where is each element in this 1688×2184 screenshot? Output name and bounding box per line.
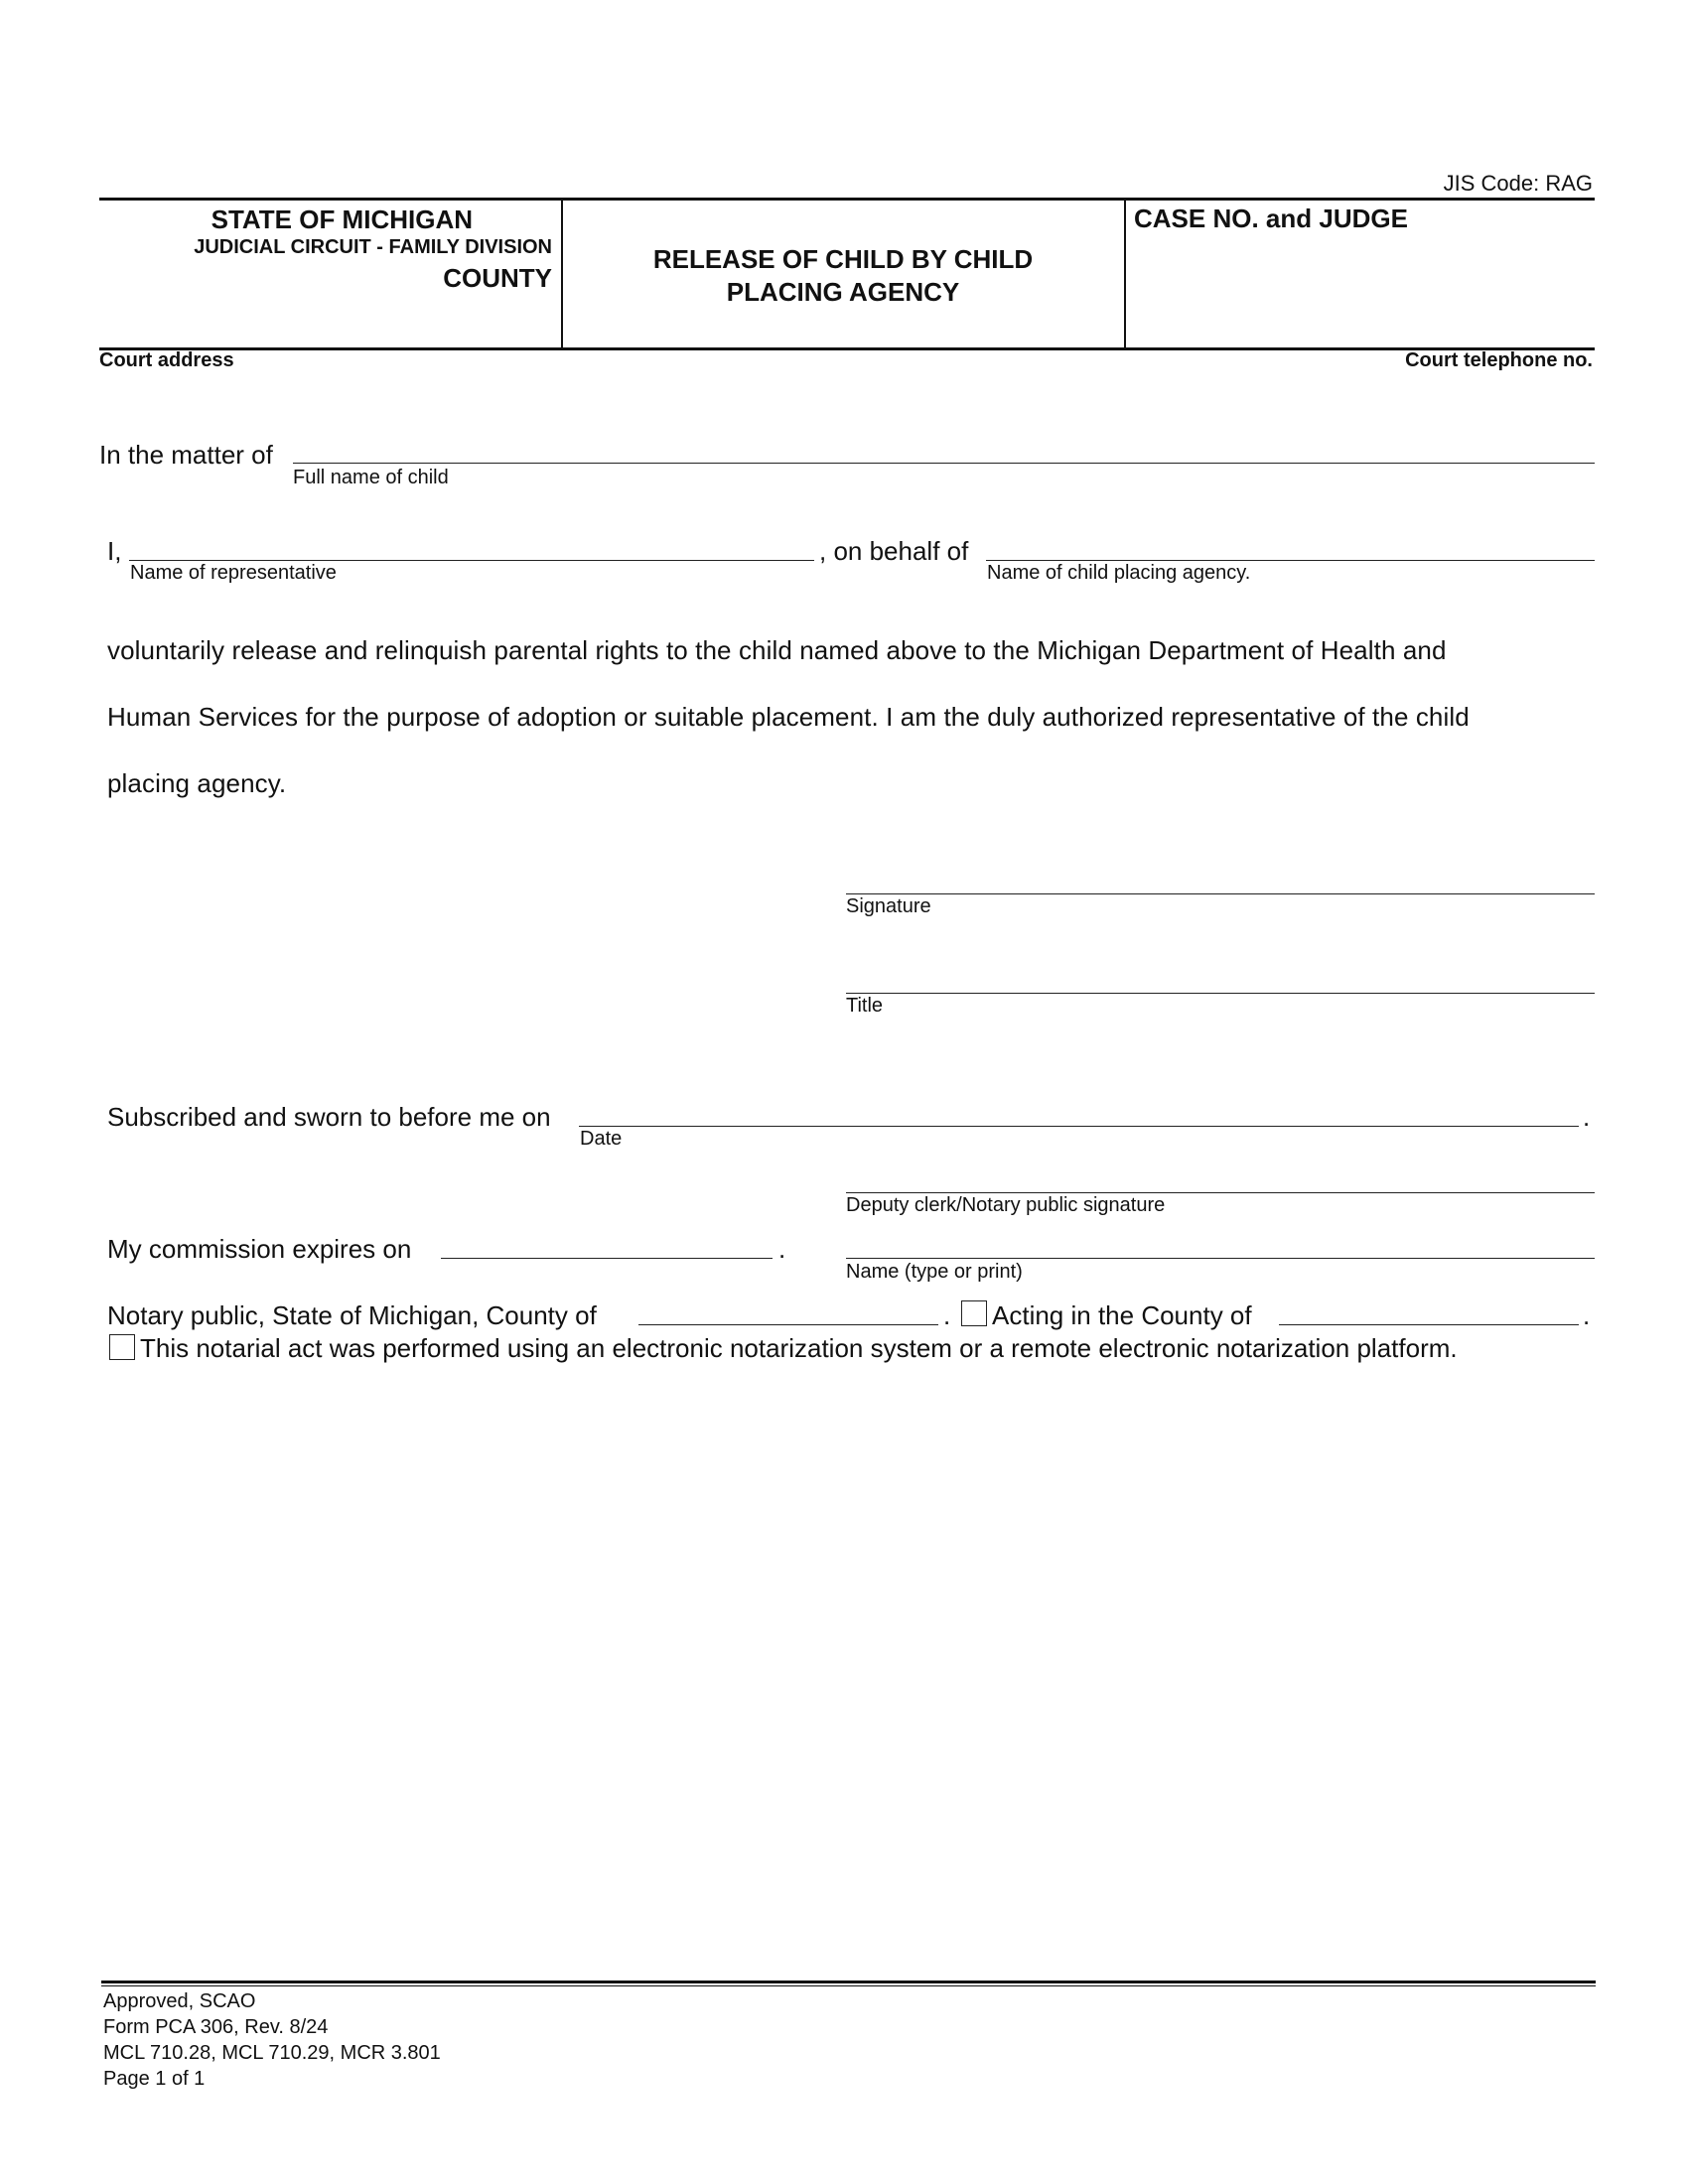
notary-name-field[interactable] xyxy=(846,1258,1595,1259)
electronic-notarization-checkbox[interactable] xyxy=(109,1334,135,1360)
circuit-label: JUDICIAL CIRCUIT - FAMILY DIVISION xyxy=(194,236,552,258)
commission-expiry-field[interactable] xyxy=(441,1258,773,1259)
county-label: COUNTY xyxy=(443,263,552,293)
title-label: Title xyxy=(846,995,884,1017)
representative-name-field[interactable] xyxy=(129,560,814,561)
release-statement-line2: Human Services for the purpose of adoption or suitable placement. I am the duly authorized representative of the child xyxy=(107,702,1470,732)
matter-prefix: In the matter of xyxy=(99,440,273,470)
case-no-field[interactable] xyxy=(1132,230,1589,340)
court-telephone-label: Court telephone no. xyxy=(1405,349,1593,371)
notary-county-period: . xyxy=(943,1300,951,1330)
sworn-period: . xyxy=(1583,1102,1591,1132)
signature-field[interactable] xyxy=(846,893,1595,894)
form-title-line1: RELEASE OF CHILD BY CHILD xyxy=(652,244,1034,274)
commission-prefix: My commission expires on xyxy=(107,1234,412,1264)
representative-name-label: Name of representative xyxy=(130,562,337,584)
child-name-label: Full name of child xyxy=(293,467,449,488)
footer-statutes: MCL 710.28, MCL 710.29, MCR 3.801 xyxy=(103,2042,441,2064)
acting-county-label: Acting in the County of xyxy=(992,1300,1252,1330)
form-title-line2: PLACING AGENCY xyxy=(726,277,960,307)
release-statement-line1: voluntarily release and relinquish parental rights to the child named above to the Michigan Department of Health and xyxy=(107,635,1447,665)
electronic-notarization-label: This notarial act was performed using an electronic notarization system or a remote electronic notarization platform. xyxy=(140,1333,1458,1363)
release-statement xyxy=(107,617,1597,817)
child-name-field[interactable] xyxy=(293,463,1595,464)
header-divider-right xyxy=(1124,200,1126,348)
footer-rule-thick xyxy=(101,1980,1596,1983)
rep-prefix: I, xyxy=(107,536,122,566)
date-label: Date xyxy=(580,1128,623,1150)
acting-county-period: . xyxy=(1583,1300,1591,1330)
acting-county-field[interactable] xyxy=(1279,1324,1579,1325)
agency-name-label: Name of child placing agency. xyxy=(987,562,1251,584)
notary-county-field[interactable] xyxy=(638,1324,938,1325)
release-statement-line3: placing agency. xyxy=(107,768,287,798)
deputy-signature-field[interactable] xyxy=(846,1192,1595,1193)
commission-period: . xyxy=(778,1234,786,1264)
deputy-signature-label: Deputy clerk/Notary public signature xyxy=(846,1194,1166,1216)
signature-label: Signature xyxy=(846,895,931,917)
header-bottom-rule xyxy=(99,347,1595,350)
sworn-prefix: Subscribed and sworn to before me on xyxy=(107,1102,551,1132)
title-field[interactable] xyxy=(846,993,1595,994)
agency-name-field[interactable] xyxy=(986,560,1595,561)
footer-rule-thin xyxy=(101,1985,1596,1986)
on-behalf-text: , on behalf of xyxy=(819,536,969,566)
footer-form-number: Form PCA 306, Rev. 8/24 xyxy=(103,2016,329,2038)
acting-county-checkbox[interactable] xyxy=(961,1300,987,1326)
sworn-date-field[interactable] xyxy=(579,1126,1579,1127)
jis-code: JIS Code: RAG xyxy=(1443,171,1593,196)
notary-county-prefix: Notary public, State of Michigan, County of xyxy=(107,1300,597,1330)
footer-page-number: Page 1 of 1 xyxy=(103,2068,206,2090)
form-title xyxy=(562,243,1124,309)
state-name: STATE OF MICHIGAN xyxy=(211,205,473,234)
footer-approved: Approved, SCAO xyxy=(103,1990,256,2012)
notary-name-label: Name (type or print) xyxy=(846,1261,1023,1283)
case-no-label: CASE NO. and JUDGE xyxy=(1134,204,1408,233)
header-top-rule xyxy=(99,198,1595,201)
court-address-label: Court address xyxy=(99,349,234,371)
